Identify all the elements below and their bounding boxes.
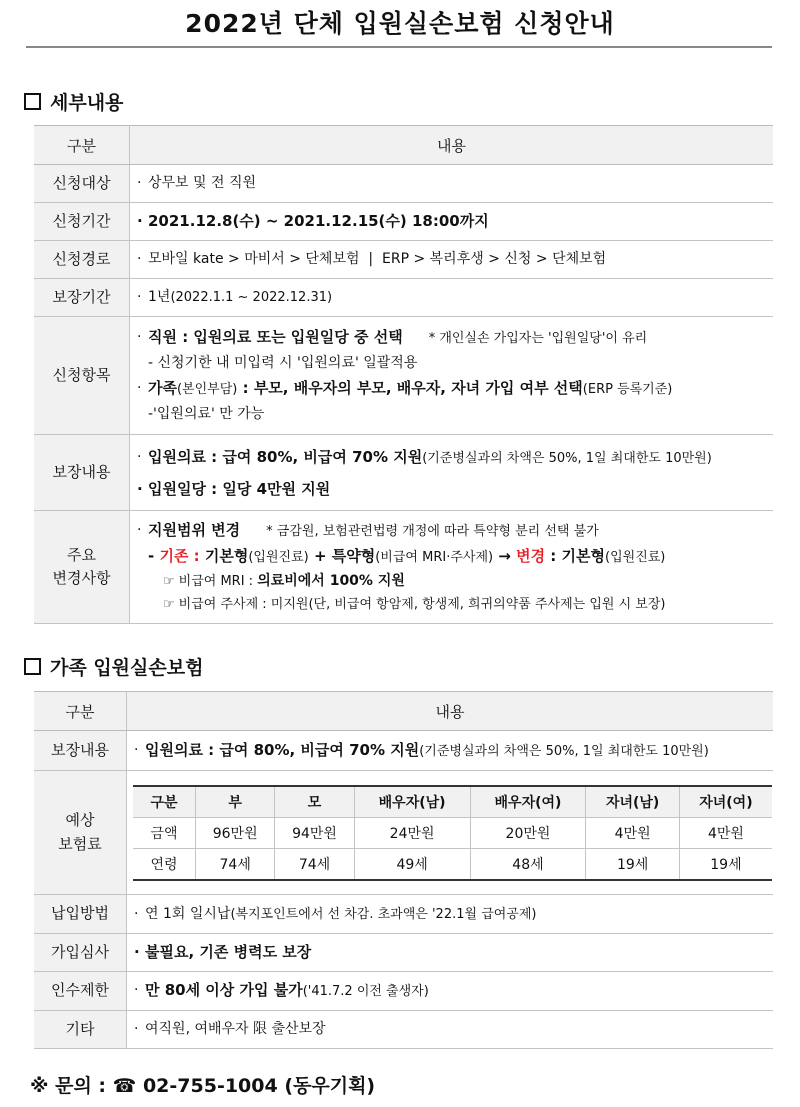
row-limit <box>34 972 773 1011</box>
changes-dash: - <box>148 547 160 565</box>
row-label: 납입방법 <box>34 895 127 934</box>
row-label <box>34 771 127 895</box>
changes-line-mri <box>137 570 772 593</box>
contact-label: 문의 : <box>55 1075 107 1097</box>
row-items <box>34 317 773 435</box>
limit-bold: 만 80세 이상 가입 불가 <box>145 981 303 999</box>
title-divider <box>26 46 772 48</box>
coverage-line-medical <box>137 442 772 474</box>
premium-amount-row <box>133 817 772 848</box>
family-table <box>34 691 773 1049</box>
row-text <box>134 738 772 764</box>
premium-cell: 배우자(여) <box>470 786 586 818</box>
coverage-medical-paren: (기준병실과의 차액은 50%, 1일 최대한도 10만원) <box>422 450 712 466</box>
items-family-paren2: (ERP 등록기준) <box>582 381 673 397</box>
col-header-category: 구분 <box>34 692 127 731</box>
row-coverage <box>34 435 773 511</box>
contact-phone[interactable]: 02-755-1004 (동우기획) <box>142 1075 376 1097</box>
payment-paren: (복지포인트에서 선 차감. 초과액은 '22.1월 급여공제) <box>230 906 537 922</box>
row-premium <box>34 771 773 895</box>
premium-label-2: 보험료 <box>58 834 102 853</box>
contact-line <box>30 1071 375 1098</box>
row-route <box>34 241 773 279</box>
premium-cell: 19세 <box>679 848 772 880</box>
row-text: · 모바일 kate > 마비서 > 단체보험 | ERP > 복리후생 > 신청 > 단체보험 <box>137 247 772 272</box>
items-family-bold: 가족 <box>148 378 177 397</box>
changes-mri-text: 비급여 MRI : <box>178 574 258 589</box>
items-employee-bold: 직원 : 입원의료 또는 입원일당 중 선택 <box>148 327 403 346</box>
section-heading-label: 가족 입원실손보험 <box>50 657 204 679</box>
period-main: 1년 <box>148 289 171 305</box>
pointing-hand-icon: ☞ <box>163 597 175 612</box>
premium-cell: 자녀(여) <box>679 786 772 818</box>
row-label: 기타 <box>34 1011 127 1049</box>
row-label: 신청항목 <box>34 317 130 435</box>
changes-scope-note: * 금감원, 보험관련법령 개정에 따라 특약형 분리 선택 불가 <box>266 524 599 539</box>
changes-line-injection <box>137 593 772 616</box>
row-etc <box>34 1011 773 1049</box>
premium-cell: 24만원 <box>354 817 470 848</box>
premium-cell: 모 <box>275 786 354 818</box>
row-label: 인수제한 <box>34 972 127 1011</box>
items-line-employee <box>137 325 772 351</box>
premium-cell: 부 <box>196 786 275 818</box>
payment-text: 연 1회 일시납 <box>145 905 231 922</box>
premium-cell: 74세 <box>275 848 354 880</box>
items-line-family-note: -'입원의료' 만 가능 <box>148 405 265 422</box>
premium-cell: 연령 <box>133 848 196 880</box>
row-coverage-period <box>34 279 773 317</box>
row-text: · 불필요, 기존 병력도 보장 <box>134 940 772 965</box>
col-header-category: 구분 <box>34 126 130 165</box>
premium-table <box>133 785 772 881</box>
items-family-paren: (본인부담) <box>176 381 238 397</box>
changes-label-2: 변경사항 <box>52 569 111 587</box>
row-label: 신청대상 <box>34 165 130 203</box>
row-label: 신청기간 <box>34 203 130 241</box>
row-payment <box>34 895 773 934</box>
premium-cell: 4만원 <box>586 817 679 848</box>
phone-icon: ☎ <box>112 1075 137 1097</box>
premium-age-row <box>133 848 772 880</box>
col-header-content: 내용 <box>130 126 774 165</box>
changes-injection-text: 비급여 주사제 : 미지원(단, 비급여 항암제, 항생제, 희귀의약품 주사제는 입원 시 보장) <box>178 597 666 612</box>
row-text <box>137 285 772 310</box>
premium-cell: 4만원 <box>679 817 772 848</box>
changes-after-label: 변경 <box>516 547 546 565</box>
changes-label-1: 주요 <box>67 545 96 564</box>
coverage-medical-bold: 입원의료 : 급여 80%, 비급여 70% 지원 <box>148 447 423 466</box>
premium-cell: 배우자(남) <box>354 786 470 818</box>
premium-label-1: 예상 <box>65 811 95 830</box>
row-label: 보장기간 <box>34 279 130 317</box>
row-family-coverage <box>34 731 773 771</box>
changes-basic-after: : 기본형 <box>545 547 605 565</box>
arrow-right-icon: → <box>493 547 517 565</box>
row-label: 보장내용 <box>34 435 130 511</box>
row-text <box>134 902 772 927</box>
premium-cell: 구분 <box>133 786 196 818</box>
row-text: · 상무보 및 전 직원 <box>137 171 772 196</box>
family-coverage-paren: (기준병실과의 차액은 50%, 1일 최대한도 10만원) <box>419 743 709 759</box>
premium-cell: 96만원 <box>196 817 275 848</box>
items-line-family <box>137 376 772 402</box>
premium-cell: 자녀(남) <box>586 786 679 818</box>
section-heading-details <box>24 88 123 115</box>
checkbox-square-icon <box>24 658 41 675</box>
row-label: 보장내용 <box>34 731 127 771</box>
premium-cell: 금액 <box>133 817 196 848</box>
pointing-hand-icon: ☞ <box>163 574 175 589</box>
row-label: 가입심사 <box>34 934 127 972</box>
changes-scope-bold: 지원범위 변경 <box>148 521 241 539</box>
row-text <box>134 978 772 1004</box>
premium-cell: 94만원 <box>275 817 354 848</box>
premium-cell: 74세 <box>196 848 275 880</box>
row-label: 신청경로 <box>34 241 130 279</box>
changes-before-label: 기존 : <box>159 547 200 565</box>
changes-basic-after-paren: (입원진료) <box>605 550 666 565</box>
details-table <box>34 125 773 624</box>
checkbox-square-icon <box>24 93 41 110</box>
period-range: (2022.1.1 ~ 2022.12.31) <box>170 290 333 305</box>
items-line-default: - 신청기한 내 미입력 시 '입원의료' 일괄적용 <box>148 354 418 371</box>
premium-cell: 19세 <box>586 848 679 880</box>
page-title: 2022년 단체 입원실손보험 신청안내 <box>185 9 615 38</box>
changes-line-compare <box>137 544 772 570</box>
premium-header-row <box>133 786 772 818</box>
section-heading-family <box>24 653 203 680</box>
changes-basic: 기본형 <box>199 547 249 565</box>
changes-rider: + 특약형 <box>308 547 376 565</box>
coverage-line-daily: · 입원일당 : 일당 4만원 지원 <box>137 474 772 504</box>
family-coverage-bold: 입원의료 : 급여 80%, 비급여 70% 지원 <box>145 740 420 759</box>
table-header-row <box>34 126 773 165</box>
changes-line-scope <box>137 518 772 544</box>
row-text: · 2021.12.8(수) ~ 2021.12.15(수) 18:00까지 <box>137 209 772 234</box>
row-changes <box>34 511 773 624</box>
reference-mark-icon: ※ <box>30 1075 49 1097</box>
changes-mri-bold: 의료비에서 100% 지원 <box>257 573 405 589</box>
row-target <box>34 165 773 203</box>
table-header-row <box>34 692 773 731</box>
row-review <box>34 934 773 972</box>
items-employee-note: * 개인실손 가입자는 '입원일당'이 유리 <box>428 330 648 346</box>
changes-basic-paren: (입원진료) <box>248 550 309 565</box>
items-family-bold2: : 부모, 배우자의 부모, 배우자, 자녀 가입 여부 선택 <box>237 378 583 397</box>
row-text: · 여직원, 여배우자 限 출산보장 <box>134 1017 772 1042</box>
premium-cell: 20만원 <box>470 817 586 848</box>
premium-cell: 49세 <box>354 848 470 880</box>
row-period <box>34 203 773 241</box>
changes-rider-paren: (비급여 MRI·주사제) <box>375 550 494 565</box>
section-heading-label: 세부내용 <box>50 92 124 114</box>
row-label <box>34 511 130 624</box>
limit-paren: ('41.7.2 이전 출생자) <box>302 984 429 999</box>
col-header-content: 내용 <box>127 692 774 731</box>
premium-cell: 48세 <box>470 848 586 880</box>
